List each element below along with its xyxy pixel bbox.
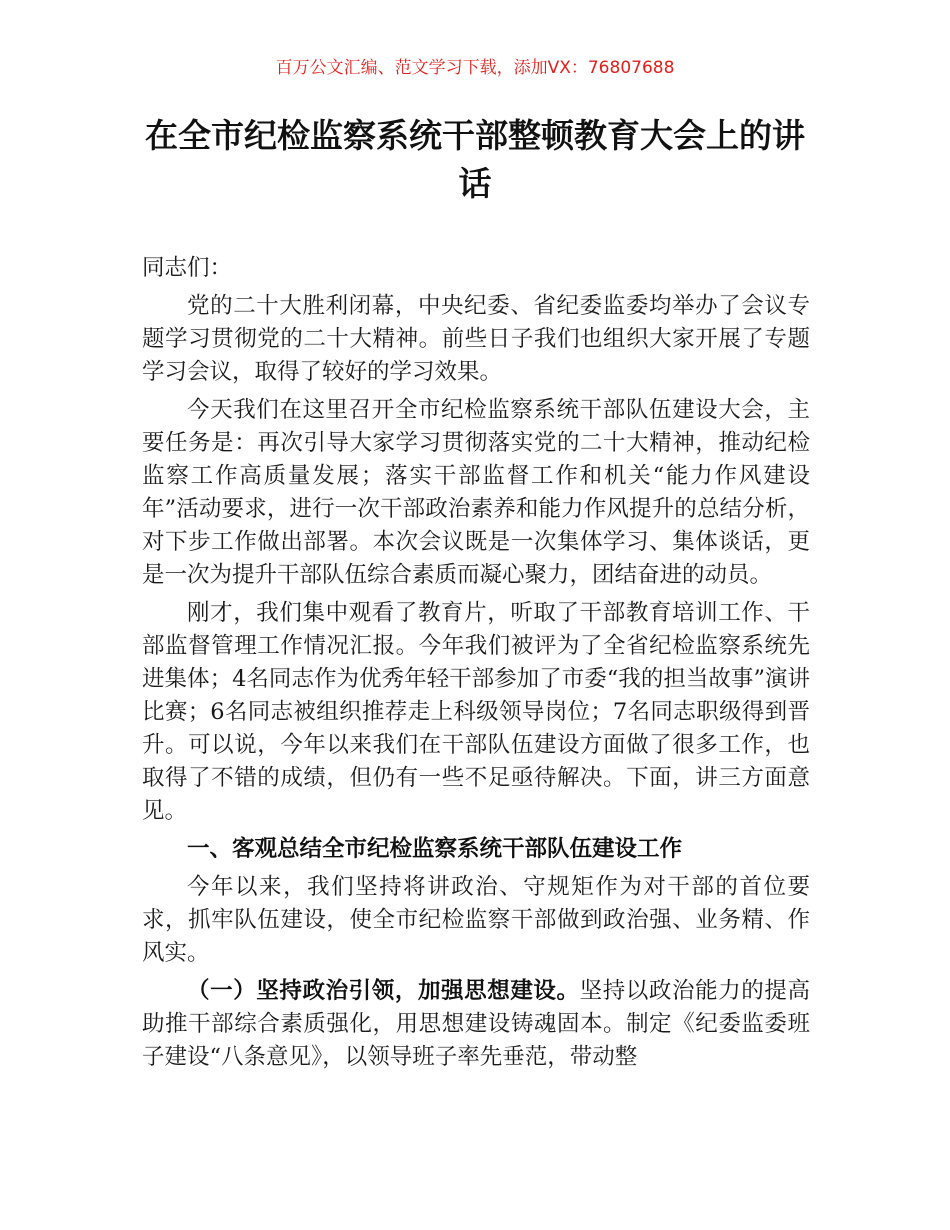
document-body: [142, 252, 810, 1079]
document-title: 在全市纪检监察系统干部整顿教育大会上的讲话: [145, 116, 805, 203]
subsection-heading: （一）坚持政治引领，加强思想建设。: [187, 978, 580, 1004]
body-paragraph: 党的二十大胜利闭幕，中央纪委、省纪委监委均举办了会议专题学习贯彻党的二十大精神。前些日子我们也组织大家开展了专题学习会议，取得了较好的学习效果。: [142, 293, 810, 385]
promo-header: 百万公文汇编、范文学习下载，添加VX：76807688: [275, 58, 675, 78]
body-paragraph: 今年以来，我们坚持将讲政治、守规矩作为对干部的首位要求，抓牢队伍建设，使全市纪检监察干部做到政治强、业务精、作风实。: [142, 874, 810, 966]
subsection-paragraph: [142, 975, 810, 1074]
body-paragraph: 今天我们在这里召开全市纪检监察系统干部队伍建设大会，主要任务是：再次引导大家学习贯彻落实党的二十大精神，推动纪检监察工作高质量发展；落实干部监督工作和机关“能力作风建设年”活动要求，进行一次干部政治素养和能力作风提升的总结分析，对下步工作做出部署。本次会议既是一次集体学习、集体谈话，更是一次为提升干部队伍综合素质而凝心聚力，团结奋进的动员。: [142, 397, 810, 588]
subsection-text: 坚持以政治能力的提高助推干部综合素质强化，用思想建设铸魂固本。制定《纪委监委班子建设“八条意见》，以领导班子率先垂范，带动整: [142, 978, 810, 1070]
section-heading: 一、客观总结全市纪检监察系统干部队伍建设工作: [187, 836, 683, 862]
body-paragraph: 刚才，我们集中观看了教育片，听取了干部教育培训工作、干部监督管理工作情况汇报。今年我们被评为了全省纪检监察系统先进集体；4名同志作为优秀年轻干部参加了市委“我的担当故事”演讲比赛；6名同志被组织推荐走上科级领导岗位；7名同志职级得到晋升。可以说，今年以来我们在干部队伍建设方面做了很多工作，也取得了不错的成绩，但仍有一些不足亟待解决。下面，讲三方面意见。: [142, 600, 810, 824]
salutation: 同志们：: [142, 255, 233, 281]
